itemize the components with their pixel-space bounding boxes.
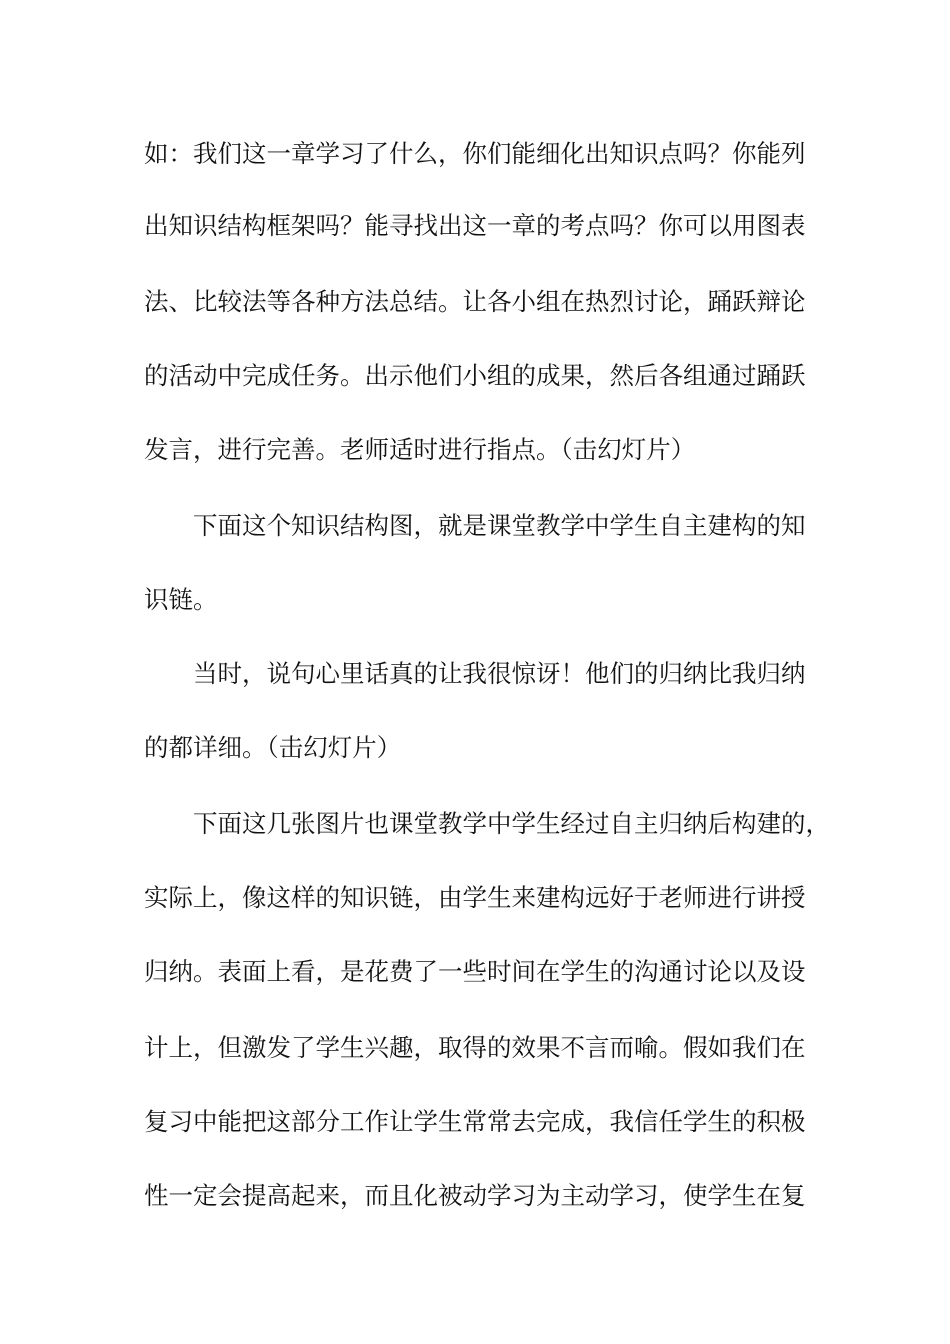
text-line-8: 当时，说句心里话真的让我很惊讶！他们的归纳比我归纳 <box>193 659 806 688</box>
text-line-5: 发言，进行完善。老师适时进行指点。（击幻灯片） <box>144 435 696 464</box>
text-line-13: 计上，但激发了学生兴趣，取得的效果不言而喻。假如我们在 <box>144 1033 806 1062</box>
text-line-2: 出知识结构框架吗？能寻找出这一章的考点吗？你可以用图表 <box>144 211 806 240</box>
text-line-11: 实际上，像这样的知识链，由学生来建构远好于老师进行讲授 <box>144 883 806 912</box>
text-line-15: 性一定会提高起来，而且化被动学习为主动学习，使学生在复 <box>144 1181 806 1210</box>
text-line-3: 法、比较法等各种方法总结。让各小组在热烈讨论，踊跃辩论 <box>144 287 806 316</box>
text-line-12: 归纳。表面上看，是花费了一些时间在学生的沟通讨论以及设 <box>144 957 806 986</box>
text-line-1: 如：我们这一章学习了什么，你们能细化出知识点吗？你能列 <box>144 139 806 168</box>
text-line-10: 下面这几张图片也课堂教学中学生经过自主归纳后构建的， <box>193 809 830 838</box>
text-line-7: 识链。 <box>144 585 218 614</box>
text-line-9: 的都详细。（击幻灯片） <box>144 733 402 762</box>
text-line-4: 的活动中完成任务。出示他们小组的成果，然后各组通过踊跃 <box>144 361 806 390</box>
text-line-14: 复习中能把这部分工作让学生常常去完成，我信任学生的积极 <box>144 1107 806 1136</box>
text-line-6: 下面这个知识结构图，就是课堂教学中学生自主建构的知 <box>193 511 806 540</box>
